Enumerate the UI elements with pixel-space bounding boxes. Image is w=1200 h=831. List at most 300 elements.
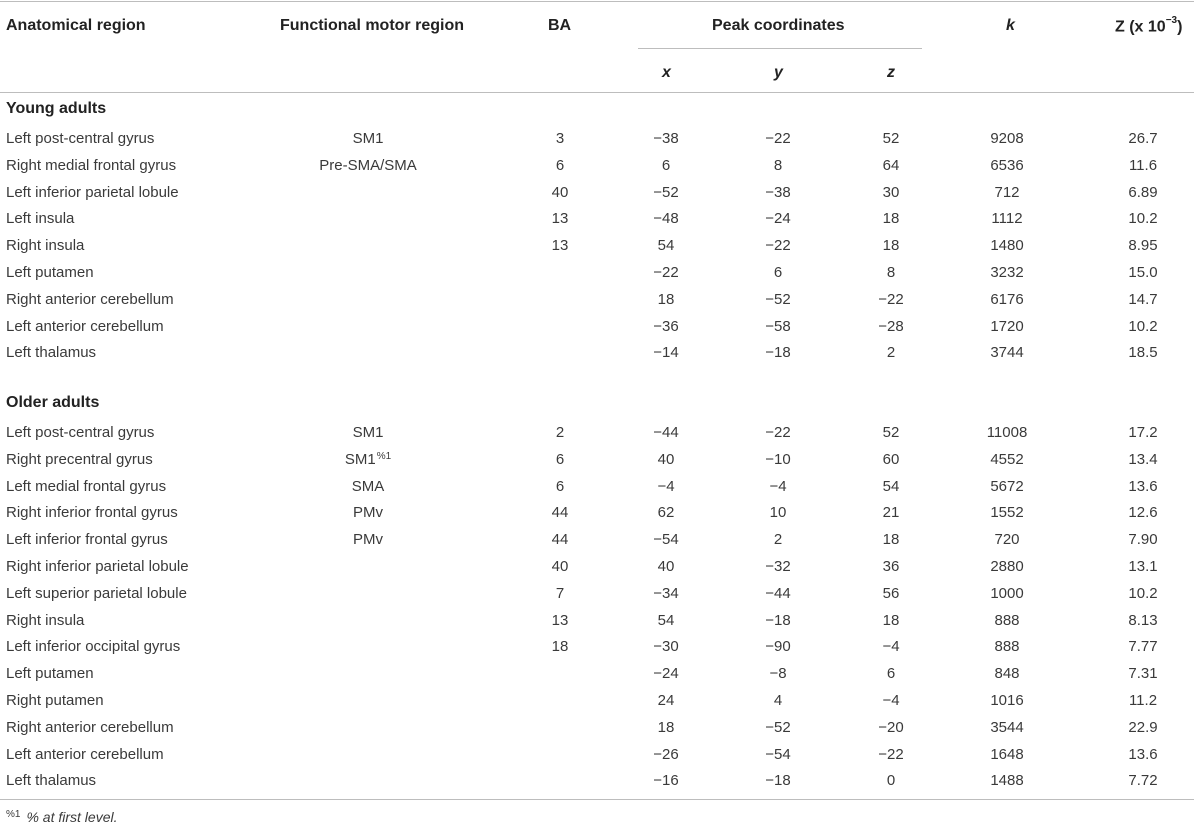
ba-cell [552, 553, 569, 580]
anatomical-region-cell-text: Left anterior cerebellum [6, 745, 164, 763]
table-row [0, 767, 1200, 794]
z-cell [883, 607, 900, 634]
k-cell [994, 179, 1019, 206]
ba-cell [552, 205, 569, 232]
k-cell-text: 4552 [990, 450, 1024, 468]
ba-cell-text: 13 [551, 611, 569, 629]
z-score-cell-text: 10.2 [1128, 584, 1158, 602]
y-cell-text: −24 [765, 210, 791, 228]
anatomical-region-cell-text: Right insula [6, 237, 85, 255]
y-cell-text: −10 [765, 450, 791, 468]
table-row [0, 205, 1200, 232]
table-bottom-rule [0, 799, 1194, 800]
y-cell-text: −38 [765, 183, 791, 201]
z-cell [883, 499, 900, 526]
k-cell-text: 6536 [990, 156, 1024, 174]
z-cell [882, 687, 899, 714]
ba-cell-text: 40 [551, 558, 569, 575]
y-cell-text: −18 [765, 344, 791, 362]
y-cell [765, 741, 790, 768]
anatomical-region-cell-text: Right anterior cerebellum [6, 290, 174, 308]
x-cell [653, 205, 678, 232]
x-cell-text: −38 [653, 130, 679, 147]
z-score-cell [1128, 179, 1157, 206]
x-cell [658, 553, 675, 580]
anatomical-region-cell [6, 607, 84, 634]
ba-cell [552, 607, 569, 634]
z-score-cell-text: 13.6 [1128, 745, 1158, 763]
anatomical-region-cell [6, 179, 179, 206]
ba-cell [556, 419, 564, 446]
k-cell-text: 1648 [990, 745, 1024, 763]
table-row [0, 553, 1200, 580]
y-cell [765, 313, 790, 340]
z-cell [883, 553, 900, 580]
ba-cell-text: 2 [555, 424, 565, 441]
k-cell [994, 633, 1019, 660]
z-score-cell [1128, 553, 1157, 580]
z-cell [883, 205, 900, 232]
y-cell-text: −52 [765, 718, 791, 736]
y-cell-text: −44 [765, 584, 791, 602]
header-y: y [774, 64, 783, 81]
z-score-cell [1129, 687, 1157, 714]
functional-region-cell [353, 419, 384, 446]
z-cell-text: 52 [882, 130, 900, 147]
k-cell-text: 2880 [990, 558, 1024, 575]
k-cell [991, 205, 1022, 232]
peak-coordinates-subrule [638, 48, 922, 49]
anatomical-region-cell-text: Left putamen [6, 665, 94, 683]
z-score-cell-text: 11.6 [1128, 156, 1158, 174]
k-cell [990, 446, 1023, 473]
y-cell [769, 660, 786, 687]
k-cell-text: 1000 [990, 584, 1024, 602]
functional-region-cell [352, 473, 385, 500]
anatomical-region-cell [6, 767, 96, 794]
anatomical-region-cell [6, 232, 84, 259]
z-score-cell-text: 10.2 [1128, 210, 1158, 228]
k-cell [990, 259, 1023, 286]
x-cell-text: −52 [653, 183, 679, 201]
y-cell [765, 339, 790, 366]
z-cell-text: −22 [878, 290, 904, 308]
anatomical-region-cell-text: Right precentral gyrus [6, 450, 153, 468]
z-score-cell-text: 8.95 [1128, 237, 1158, 255]
x-cell [653, 125, 678, 152]
z-cell [883, 473, 900, 500]
y-cell [765, 205, 790, 232]
table-row [0, 232, 1200, 259]
k-cell-text: 5672 [990, 477, 1024, 495]
z-score-cell-text: 8.13 [1128, 611, 1158, 629]
x-cell [653, 767, 678, 794]
x-cell-text: −44 [653, 424, 679, 441]
z-score-cell [1128, 633, 1157, 660]
z-cell [878, 286, 903, 313]
z-score-cell-text: 14.7 [1128, 290, 1158, 308]
y-cell-text: −54 [765, 745, 791, 763]
header-z-score [1115, 17, 1182, 36]
x-cell [653, 419, 678, 446]
table-row [0, 633, 1200, 660]
x-cell-text: 18 [657, 290, 675, 308]
table-row [0, 473, 1200, 500]
anatomical-region-cell-text: Right putamen [6, 692, 104, 709]
x-cell [658, 607, 675, 634]
x-cell-text: −26 [653, 745, 679, 763]
z-score-cell [1128, 473, 1157, 500]
k-cell-text: 1016 [990, 692, 1024, 709]
anatomical-region-cell [6, 339, 96, 366]
z-score-cell [1128, 125, 1157, 152]
header-bottom-rule [0, 92, 1194, 93]
z-score-cell-text: 7.31 [1128, 665, 1158, 683]
table-top-rule [0, 1, 1194, 2]
z-score-cell [1128, 580, 1157, 607]
k-cell [990, 313, 1023, 340]
anatomical-region-cell-text: Left superior parietal lobule [6, 584, 187, 602]
z-cell-text: 8 [886, 264, 896, 281]
z-score-cell [1128, 526, 1157, 553]
functional-region-cell-text: PMv [353, 504, 383, 522]
table-row [0, 339, 1200, 366]
table-row [0, 607, 1200, 634]
z-score-cell [1128, 767, 1157, 794]
z-score-cell [1128, 259, 1157, 286]
y-cell [770, 499, 787, 526]
header-functional-motor-region: Functional motor region [280, 17, 464, 34]
x-cell-text: −14 [653, 344, 679, 362]
z-score-cell-text: 22.9 [1128, 718, 1158, 736]
anatomical-region-cell [6, 714, 174, 741]
z-cell [887, 660, 895, 687]
header-z-score-text: Z (x 10 [1115, 18, 1166, 36]
table-row [0, 125, 1200, 152]
x-cell [653, 660, 678, 687]
y-cell [774, 259, 782, 286]
anatomical-region-cell-text: Right medial frontal gyrus [6, 156, 177, 174]
y-cell [774, 526, 782, 553]
anatomical-region-cell [6, 553, 189, 580]
y-cell [765, 286, 790, 313]
anatomical-region-cell [6, 526, 168, 553]
functional-region-cell [319, 152, 417, 179]
z-score-cell-text: 7.90 [1128, 531, 1158, 549]
k-cell-text: 6176 [990, 290, 1024, 308]
z-score-cell [1128, 660, 1157, 687]
z-cell-text: −20 [878, 718, 904, 736]
ba-cell-text: 6 [555, 450, 565, 468]
y-cell-text: −4 [769, 477, 787, 495]
z-score-cell-text: 13.6 [1128, 477, 1158, 495]
z-score-cell-text: 26.7 [1128, 130, 1158, 147]
k-cell [990, 286, 1023, 313]
anatomical-region-cell [6, 660, 94, 687]
anatomical-region-cell-text: Left post-central gyrus [6, 130, 155, 147]
anatomical-region-cell-text: Left inferior parietal lobule [6, 183, 179, 201]
anatomical-region-cell [6, 633, 180, 660]
x-cell [653, 313, 678, 340]
y-cell [765, 553, 790, 580]
z-score-cell [1128, 419, 1157, 446]
z-cell-text: 0 [886, 772, 896, 790]
x-cell-text: 40 [657, 558, 675, 575]
z-cell [878, 714, 903, 741]
x-cell [657, 473, 674, 500]
table-row [0, 446, 1200, 473]
z-cell [887, 259, 895, 286]
z-cell [878, 313, 903, 340]
k-cell-text: 712 [994, 183, 1020, 201]
footnote-mark: %1 [6, 809, 21, 820]
z-score-cell-text: 18.5 [1128, 344, 1158, 362]
anatomical-region-cell-text: Left anterior cerebellum [6, 317, 164, 335]
z-cell [883, 152, 900, 179]
functional-region-cell-text: PMv [353, 531, 383, 549]
z-cell-text: 6 [886, 665, 896, 683]
y-cell [765, 607, 790, 634]
z-cell [883, 419, 900, 446]
k-cell [990, 499, 1023, 526]
table-row [0, 714, 1200, 741]
header-peak-coordinates: Peak coordinates [712, 17, 845, 34]
ba-cell-text: 6 [555, 477, 565, 495]
x-cell-text: −16 [653, 772, 679, 790]
z-cell [883, 232, 900, 259]
header-anatomical-region: Anatomical region [6, 17, 146, 34]
k-cell-text: 1112 [991, 210, 1023, 228]
x-cell-text: 62 [657, 504, 675, 522]
functional-region-cell-text: SMA [351, 477, 385, 495]
x-cell-text: −48 [653, 210, 679, 228]
table-row [0, 660, 1200, 687]
z-cell-text: 56 [882, 584, 900, 602]
anatomical-region-cell [6, 580, 187, 607]
functional-region-cell-text: SM1 [344, 450, 376, 468]
z-cell [887, 767, 895, 794]
ba-cell [552, 179, 569, 206]
x-cell [653, 741, 678, 768]
x-cell-text: −24 [653, 665, 679, 683]
footnote-text: % at first level. [26, 809, 118, 825]
anatomical-region-cell [6, 473, 166, 500]
x-cell [653, 580, 678, 607]
z-cell [887, 339, 895, 366]
ba-cell [556, 446, 564, 473]
z-cell-text: 18 [882, 611, 900, 629]
anatomical-region-cell [6, 286, 174, 313]
z-cell-text: 21 [882, 504, 900, 522]
x-cell [658, 286, 675, 313]
anatomical-region-cell [6, 152, 176, 179]
z-score-cell [1128, 499, 1157, 526]
y-cell [774, 152, 782, 179]
y-cell-text: −18 [765, 772, 791, 790]
table-row [0, 313, 1200, 340]
y-cell-text: 4 [773, 692, 783, 709]
k-cell [990, 580, 1023, 607]
z-score-cell-text: 15.0 [1128, 264, 1158, 281]
header-ba: BA [548, 17, 572, 34]
y-cell-text: 2 [773, 531, 783, 549]
z-cell [883, 446, 900, 473]
anatomical-region-cell [6, 741, 164, 768]
y-cell-text: −18 [765, 611, 791, 629]
ba-cell-text: 44 [551, 504, 569, 522]
z-score-cell [1128, 232, 1157, 259]
z-cell-text: 60 [882, 450, 900, 468]
anatomical-region-cell-text: Left inferior frontal gyrus [6, 531, 168, 549]
k-cell-text: 888 [994, 638, 1020, 656]
anatomical-region-cell [6, 419, 154, 446]
z-score-cell-text: 7.72 [1128, 772, 1158, 790]
x-cell [653, 633, 678, 660]
table-row [0, 687, 1200, 714]
table-row [0, 499, 1200, 526]
x-cell-text: 54 [657, 237, 675, 255]
z-score-cell-text: 13.4 [1128, 450, 1158, 468]
x-cell-text: −4 [657, 477, 675, 495]
y-cell-text: 8 [773, 156, 783, 174]
functional-region-cell-text: Pre-SMA/SMA [319, 156, 417, 174]
table-row [0, 286, 1200, 313]
z-cell [883, 580, 900, 607]
x-cell [653, 526, 678, 553]
table-row [0, 580, 1200, 607]
z-cell [883, 125, 900, 152]
header-z-score-exponent: −3 [1165, 15, 1178, 26]
z-cell [883, 179, 900, 206]
z-cell-text: 18 [882, 210, 900, 228]
x-cell [653, 179, 678, 206]
y-cell [765, 714, 790, 741]
y-cell-text: −22 [765, 130, 791, 147]
anatomical-region-cell [6, 446, 153, 473]
functional-region-cell-text: SM1 [352, 424, 384, 441]
k-cell [990, 687, 1023, 714]
ba-cell-text: 6 [555, 156, 565, 174]
ba-cell-text: 7 [555, 584, 565, 602]
z-score-cell [1128, 205, 1157, 232]
ba-cell [552, 499, 569, 526]
z-cell-text: −4 [882, 692, 900, 709]
z-cell-text: −4 [882, 638, 900, 656]
z-score-cell-text: 12.6 [1128, 504, 1158, 522]
k-cell [990, 125, 1023, 152]
y-cell-text: 6 [773, 264, 783, 281]
anatomical-region-cell-text: Left putamen [6, 264, 94, 281]
z-cell-text: 64 [882, 156, 900, 174]
anatomical-region-cell-text: Left medial frontal gyrus [6, 477, 167, 495]
z-score-cell-text: 11.2 [1128, 692, 1158, 709]
group-label: Older adults [6, 394, 100, 411]
y-cell-text: −22 [765, 237, 791, 255]
header-z: z [887, 64, 895, 81]
anatomical-region-cell [6, 259, 94, 286]
z-score-cell [1128, 446, 1157, 473]
y-cell [765, 419, 790, 446]
k-cell [987, 419, 1028, 446]
table-row [0, 179, 1200, 206]
y-cell-text: −8 [769, 665, 787, 683]
z-cell-text: 18 [882, 531, 900, 549]
k-cell-text: 1480 [990, 237, 1024, 255]
functional-region-cell [353, 499, 383, 526]
table-footnote [6, 809, 117, 825]
y-cell [765, 633, 790, 660]
y-cell [765, 446, 790, 473]
k-cell [994, 607, 1019, 634]
table-row [0, 526, 1200, 553]
k-cell [990, 339, 1023, 366]
k-cell [990, 473, 1023, 500]
anatomical-region-cell-text: Right insula [6, 611, 85, 629]
anatomical-region-cell [6, 205, 74, 232]
y-cell-text: −32 [765, 558, 791, 575]
ba-cell [552, 633, 569, 660]
y-cell [765, 767, 790, 794]
k-cell [990, 152, 1023, 179]
z-cell-text: −22 [878, 745, 904, 763]
anatomical-region-cell [6, 687, 104, 714]
z-score-cell [1128, 313, 1157, 340]
table-row [0, 259, 1200, 286]
anatomical-region-cell [6, 313, 164, 340]
anatomical-region-cell [6, 125, 154, 152]
z-cell [883, 526, 900, 553]
functional-region-cell-text: SM1 [352, 130, 384, 147]
anatomical-region-cell-text: Left inferior occipital gyrus [6, 638, 181, 656]
x-cell [658, 446, 675, 473]
x-cell-text: −54 [653, 531, 679, 549]
x-cell-text: 24 [657, 692, 675, 709]
x-cell-text: 40 [657, 450, 675, 468]
ba-cell-text: 18 [551, 638, 569, 656]
z-score-cell-text: 17.2 [1128, 424, 1158, 441]
footnote-reference-mark: %1 [376, 450, 392, 462]
table-row [0, 741, 1200, 768]
x-cell-text: 18 [657, 718, 675, 736]
group-label: Young adults [6, 100, 107, 117]
z-cell-text: −28 [878, 317, 904, 335]
x-cell [658, 714, 675, 741]
z-cell-text: 52 [882, 424, 900, 441]
x-cell-text: −36 [653, 317, 679, 335]
k-cell [990, 741, 1023, 768]
y-cell [774, 687, 782, 714]
y-cell [765, 125, 790, 152]
x-cell-text: −22 [653, 264, 679, 281]
x-cell-text: 54 [657, 611, 675, 629]
anatomical-region-cell-text: Left insula [6, 210, 75, 228]
x-cell-text: 6 [661, 156, 671, 174]
y-cell-text: −52 [765, 290, 791, 308]
ba-cell [556, 125, 564, 152]
ba-cell-text: 44 [551, 531, 569, 549]
ba-cell [556, 580, 564, 607]
ba-cell-text: 13 [551, 210, 569, 228]
k-cell [990, 767, 1023, 794]
z-score-cell-text: 6.89 [1128, 183, 1158, 201]
y-cell [765, 232, 790, 259]
z-cell [882, 633, 899, 660]
z-score-cell [1129, 152, 1157, 179]
z-cell [878, 741, 903, 768]
z-score-cell-text: 13.1 [1128, 558, 1158, 575]
ba-cell-text: 40 [551, 183, 569, 201]
x-cell-text: −34 [653, 584, 679, 602]
